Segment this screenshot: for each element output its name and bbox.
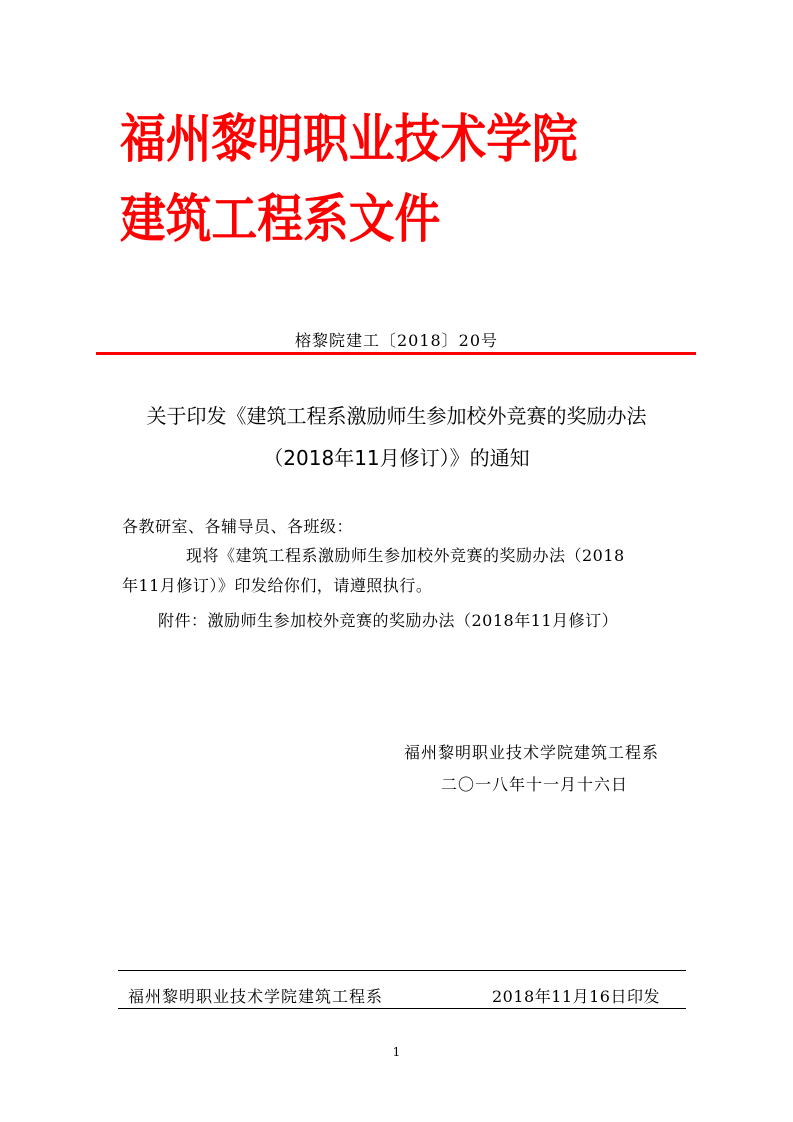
notice-title-line-2: （2018年11月修订）》的通知 bbox=[263, 446, 530, 470]
footer-bottom-rule bbox=[118, 1008, 686, 1009]
masthead-title: 福州黎明职业技术学院建筑工程系文件 bbox=[120, 109, 578, 250]
salutation: 各教研室、各辅导员、各班级： bbox=[122, 517, 354, 536]
page-number: 1 bbox=[392, 1045, 401, 1059]
notice-title-line-1: 关于印发《建筑工程系激励师生参加校外竞赛的奖励办法 bbox=[146, 404, 647, 428]
attachment-note: 附件：激励师生参加校外竞赛的奖励办法（2018年11月修订） bbox=[158, 611, 619, 630]
signature-issuer: 福州黎明职业技术学院建筑工程系 bbox=[404, 743, 660, 762]
body-paragraph-line-2: 年11月修订）》印发给你们，请遵照执行。 bbox=[122, 576, 433, 595]
footer-top-rule bbox=[118, 970, 686, 971]
footer-print-date: 2018年11月16日印发 bbox=[492, 987, 660, 1006]
footer-issuer: 福州黎明职业技术学院建筑工程系 bbox=[128, 987, 384, 1006]
signature-date: 二〇一八年十一月十六日 bbox=[441, 775, 629, 794]
red-separator-line bbox=[96, 352, 696, 355]
document-number: 榕黎院建工〔2018〕20号 bbox=[294, 331, 499, 350]
body-paragraph-line-1: 现将《建筑工程系激励师生参加校外竞赛的奖励办法（2018 bbox=[186, 546, 625, 565]
